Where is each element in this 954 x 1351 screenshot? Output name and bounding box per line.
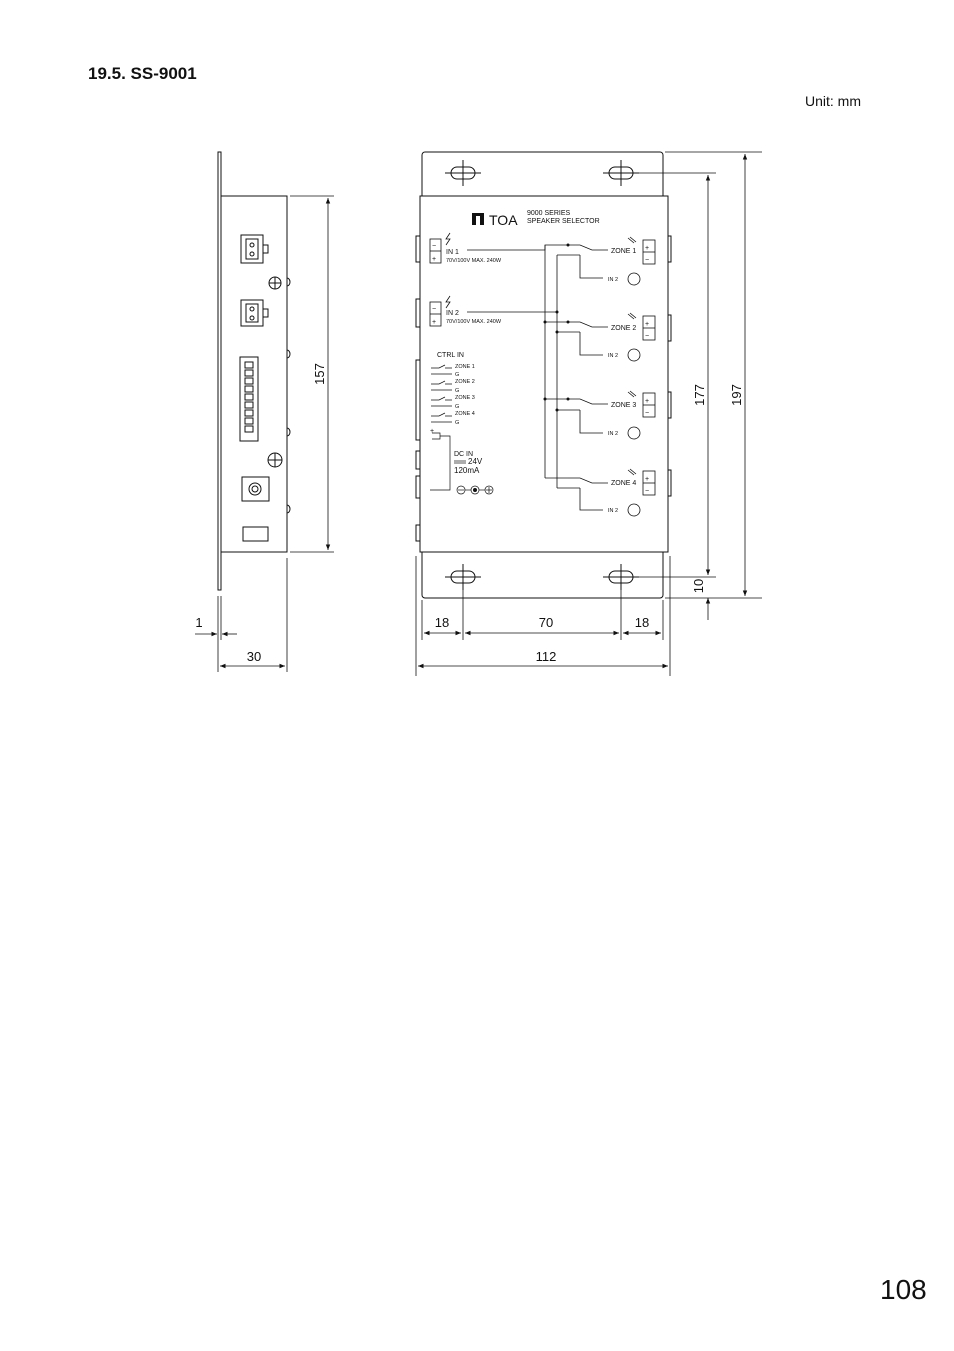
dc-polarity-center (473, 488, 477, 492)
side-dc-jack (242, 477, 269, 501)
dim-flange-offset: 10 (691, 578, 706, 594)
zone-4-plus: + (645, 476, 650, 483)
zone-1-in2-label: IN 2 (608, 277, 619, 283)
page-number: 108 (880, 1274, 927, 1305)
in1-minus: − (432, 243, 437, 250)
in2-label: IN 2 (446, 310, 459, 317)
dim-front-left-margin: 18 (434, 615, 450, 630)
zone-2-in2-label: IN 2 (608, 353, 619, 359)
in2-rating: 70V/100V MAX. 240W (446, 319, 502, 325)
dim-overall-height: 197 (729, 384, 744, 406)
dim-side-thickness: 1 (195, 615, 203, 630)
dim-side-depth: 30 (246, 649, 262, 664)
dim-body-height: 177 (692, 384, 707, 406)
side-body (221, 196, 287, 552)
dim-overall-width: 112 (535, 649, 557, 664)
zone-3-in2-label: IN 2 (608, 431, 619, 437)
dc-plus: + (430, 428, 435, 435)
in1-plus: + (432, 256, 437, 263)
ctrl-in-label: CTRL IN (437, 352, 464, 359)
zone-4-label: ZONE 4 (611, 480, 637, 487)
in2-minus: − (432, 306, 437, 313)
zone-2-minus: − (645, 333, 650, 340)
dim-hole-spacing: 70 (538, 615, 554, 630)
section-heading: 19.5. SS-9001 (88, 64, 197, 83)
product-label: SPEAKER SELECTOR (527, 218, 600, 225)
zone-3-label: ZONE 3 (611, 402, 637, 409)
ctrl-ground-3: G (455, 404, 460, 410)
brand-logo-text: TOA (489, 212, 518, 228)
dc-in-label: DC IN (454, 451, 474, 458)
zone-1-minus: − (645, 257, 650, 264)
dim-side-height: 157 (312, 363, 327, 385)
zone-1-label: ZONE 1 (611, 248, 637, 255)
side-label-plate (243, 527, 268, 541)
side-view (218, 152, 290, 590)
zone-3-minus: − (645, 410, 650, 417)
ctrl-zone-2: ZONE 2 (455, 379, 475, 385)
in1-rating: 70V/100V MAX. 240W (446, 258, 502, 264)
zone-1-plus: + (645, 245, 650, 252)
unit-note: Unit: mm (805, 93, 861, 109)
side-dimensions (195, 196, 334, 672)
zone-2-plus: + (645, 321, 650, 328)
in1-label: IN 1 (446, 249, 459, 256)
zone-2-label: ZONE 2 (611, 325, 637, 332)
zone-4-in2-label: IN 2 (608, 508, 619, 514)
side-ctrl-connector (240, 357, 258, 441)
side-terminal-2 (241, 300, 268, 326)
ctrl-zone-4: ZONE 4 (455, 411, 475, 417)
ctrl-ground-2: G (455, 388, 460, 394)
zone-4-minus: − (645, 488, 650, 495)
side-terminal-1 (241, 235, 268, 263)
ctrl-zone-3: ZONE 3 (455, 395, 475, 401)
mounting-hole-top-left (445, 160, 481, 186)
ctrl-ground-1: G (455, 372, 460, 378)
dc-voltage: 24V (468, 457, 483, 466)
series-label: 9000 SERIES (527, 210, 571, 217)
toa-logo-mark (472, 213, 484, 225)
zone-3-plus: + (645, 398, 650, 405)
in2-plus: + (432, 319, 437, 326)
dim-front-right-margin: 18 (634, 615, 650, 630)
ctrl-ground-4: G (455, 420, 460, 426)
dc-current: 120mA (454, 466, 480, 475)
ctrl-zone-1: ZONE 1 (455, 364, 475, 370)
